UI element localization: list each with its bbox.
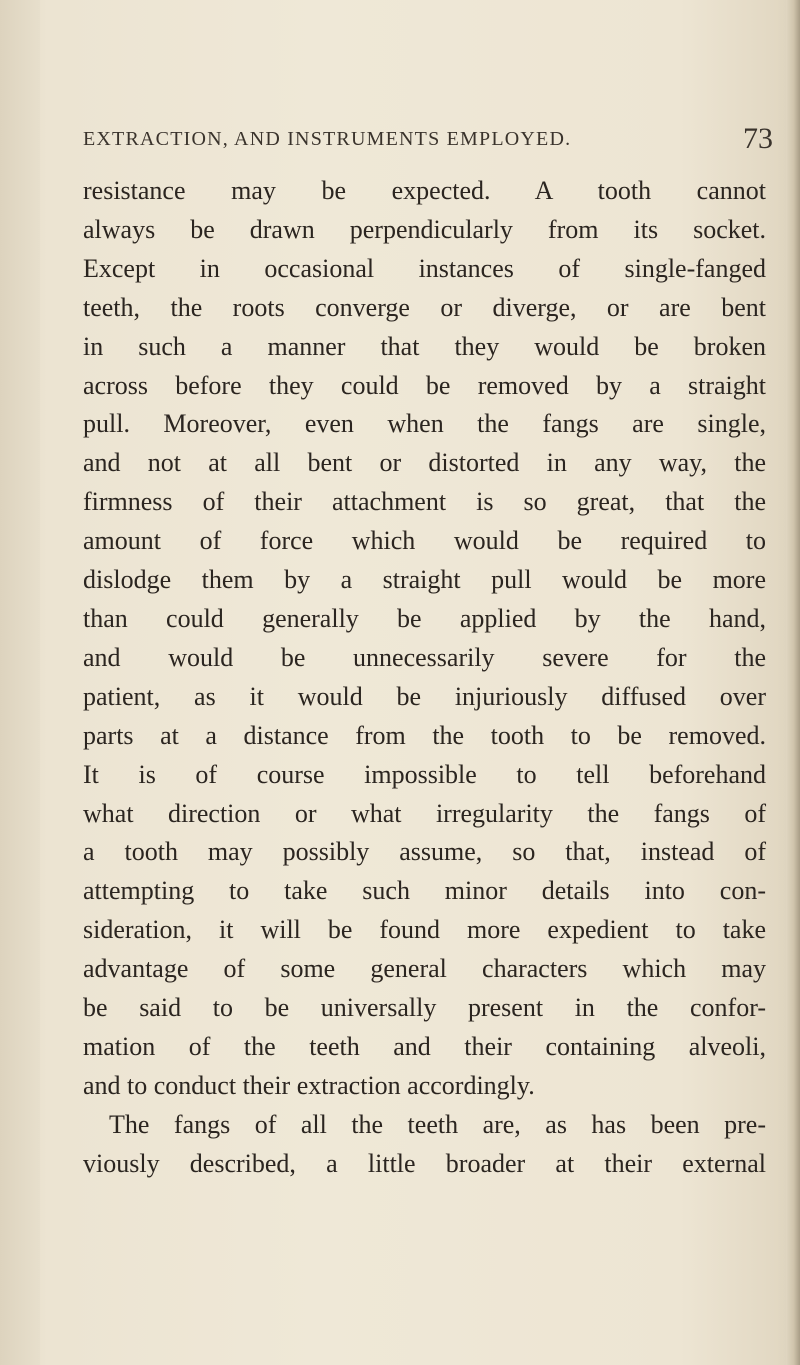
text-line: and not at all bent or distorted in any way, the [83,448,766,478]
text-line: attempting to take such minor details into con- [83,876,766,906]
text-line: across before they could be removed by a straight [83,370,766,400]
text-line: and would be unnecessarily severe for the [83,642,766,672]
text-line: viously described, a little broader at their external [83,1148,766,1178]
text-line: patient, as it would be injuriously diffused over [83,681,766,711]
running-header-title: EXTRACTION, AND INSTRUMENTS EMPLOYED. [83,128,572,150]
text-line: dislodge them by a straight pull would be more [83,565,766,595]
page-edge-shadow [786,0,800,1365]
text-line: a tooth may possibly assume, so that, instead of [83,837,766,867]
text-line: what direction or what irregularity the fangs of [83,798,766,828]
text-line: pull. Moreover, even when the fangs are single, [83,409,766,439]
text-line: than could generally be applied by the hand, [83,603,766,633]
text-line: always be drawn perpendicularly from its socket. [83,214,766,244]
text-line: It is of course impossible to tell beforehand [83,759,766,789]
text-line: and to conduct their extraction accordingly. [83,1070,535,1100]
running-header [83,122,773,155]
text-line: resistance may be expected. A tooth cannot [83,176,766,205]
text-line: firmness of their attachment is so great, that the [83,487,766,517]
body-text [83,172,766,1184]
page-gutter-shadow [0,0,40,1365]
text-line: parts at a distance from the tooth to be removed. [83,720,766,750]
text-line: teeth, the roots converge or diverge, or are bent [83,292,766,322]
page-number: 73 [743,122,773,155]
text-line: The fangs of all the teeth are, as has been pre- [109,1109,766,1139]
text-line: in such a manner that they would be broken [83,331,766,361]
text-line: Except in occasional instances of single-fanged [83,253,766,283]
text-line: sideration, it will be found more expedient to take [83,915,766,945]
text-line: amount of force which would be required to [83,526,766,556]
text-line: be said to be universally present in the confor- [83,993,766,1023]
text-line: mation of the teeth and their containing alveoli, [83,1031,766,1061]
text-line: advantage of some general characters which may [83,954,766,984]
